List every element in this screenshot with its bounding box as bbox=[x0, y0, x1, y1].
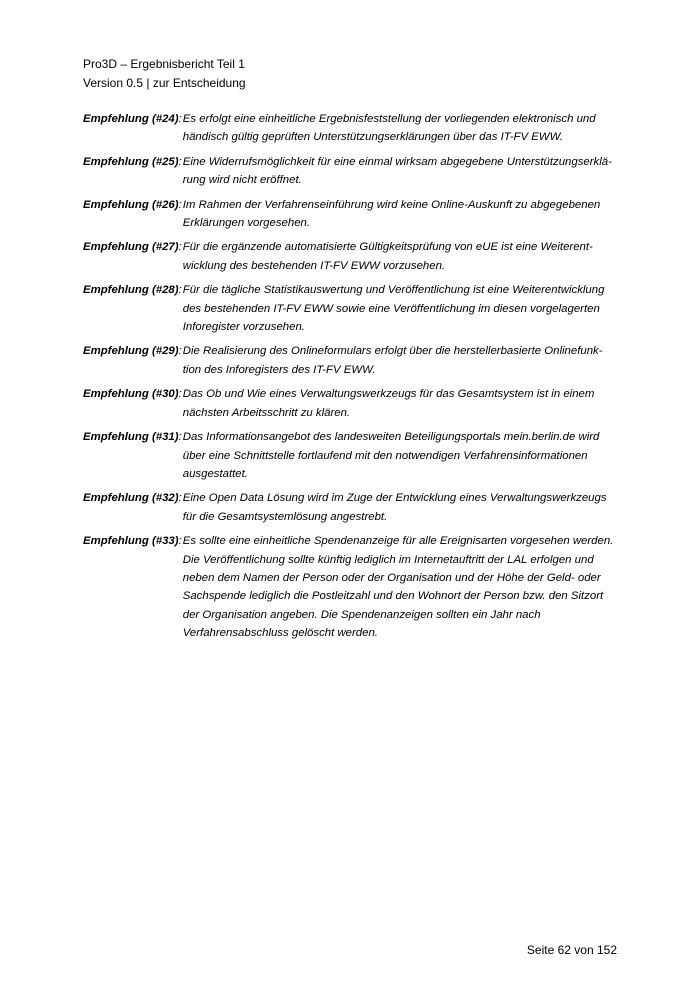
recommendation-text: Das Ob und Wie eines Verwaltungswerkzeugs für das Gesamtsystem ist in einem nächsten Arbeitsschritt zu klären. bbox=[182, 388, 595, 419]
recommendation-text: Für die ergänzende automatisierte Gültigkeitsprüfung von eUE ist eine Weiterent- wicklung des bestehenden IT-FV EWW vorzusehen. bbox=[182, 241, 593, 272]
recommendation-label: Empfehlung (#24): bbox=[83, 113, 182, 125]
recommendation-label: Empfehlung (#32): bbox=[83, 492, 182, 505]
recommendation-text: Für die tägliche Statistikauswertung und Veröffentlichung ist eine Weiterentwicklung des bestehenden IT-FV EWW sowie eine Veröffentlichung im diesen vorgelagerten Inforegister vorzusehen. bbox=[182, 284, 605, 334]
header-version: Version 0.5 | zur Entscheidung bbox=[83, 76, 246, 90]
recommendation-item bbox=[83, 532, 643, 642]
header-title: Pro3D – Ergebnisbericht Teil 1 bbox=[83, 57, 245, 71]
recommendation-label: Empfehlung (#26): bbox=[83, 198, 182, 211]
recommendation-label: Empfehlung (#31): bbox=[83, 431, 182, 444]
recommendation-item bbox=[83, 281, 643, 336]
recommendation-item bbox=[83, 153, 643, 190]
recommendation-text: Das Informationsangebot des landesweiten Beteiligungsportals mein.berlin.de wird über eine Schnittstelle fortlaufend mit den notwendigen Verfahrensinformationen ausgestattet. bbox=[182, 431, 600, 480]
recommendation-text: Eine Widerrufsmöglichkeit für eine einmal wirksam abgegebene Unterstützungserklä- rung wird nicht eröffnet. bbox=[182, 155, 612, 187]
recommendation-label: Empfehlung (#29): bbox=[83, 345, 182, 358]
page-number: Seite 62 von 152 bbox=[526, 943, 617, 957]
recommendation-text: Es erfolgt eine einheitliche Ergebnisfeststellung der vorliegenden elektronisch und händisch gültig geprüften Unterstützungserklärungen über das IT-FV EWW. bbox=[182, 113, 596, 144]
recommendation-label: Empfehlung (#28): bbox=[83, 284, 182, 297]
recommendation-item bbox=[83, 489, 643, 526]
recommendation-item bbox=[83, 342, 643, 379]
recommendation-text: Im Rahmen der Verfahrenseinführung wird keine Online-Auskunft zu abgegebenen Erklärungen vorgesehen. bbox=[182, 198, 601, 230]
recommendation-item bbox=[83, 385, 643, 422]
recommendation-item bbox=[83, 428, 643, 483]
recommendation-label: Empfehlung (#25): bbox=[83, 155, 182, 168]
recommendation-item bbox=[83, 110, 643, 147]
recommendation-list bbox=[83, 110, 643, 649]
recommendation-label: Empfehlung (#33): bbox=[83, 535, 182, 548]
recommendation-item bbox=[83, 238, 643, 275]
recommendation-label: Empfehlung (#30): bbox=[83, 388, 182, 401]
recommendation-text: Eine Open Data Lösung wird im Zuge der Entwicklung eines Verwaltungswerkzeugs für die Gesamtsystemlösung angestrebt. bbox=[182, 492, 607, 523]
recommendation-label: Empfehlung (#27): bbox=[83, 241, 182, 254]
recommendation-item bbox=[83, 196, 643, 233]
recommendation-text: Es sollte eine einheitliche Spendenanzeige für alle Ereignisarten vorgesehen werden. Die Veröffentlichung sollte künftig lediglich im Internetauftritt der LAL erfolgen und neben dem Namen der Person oder der Organisation und der Höhe der Geld- oder Sachspende lediglich die Postleitzahl und den Wohnort der Person bzw. den Sitzort der Organisation angeben. Die Spendenanzeigen sollten ein Jahr nach Verfahrensabschluss gelöscht werden. bbox=[182, 535, 614, 640]
page-header bbox=[83, 55, 246, 93]
recommendation-text: Die Realisierung des Onlineformulars erfolgt über die herstellerbasierte Onlinefunk- tion des Inforegisters des IT-FV EWW. bbox=[182, 345, 603, 376]
